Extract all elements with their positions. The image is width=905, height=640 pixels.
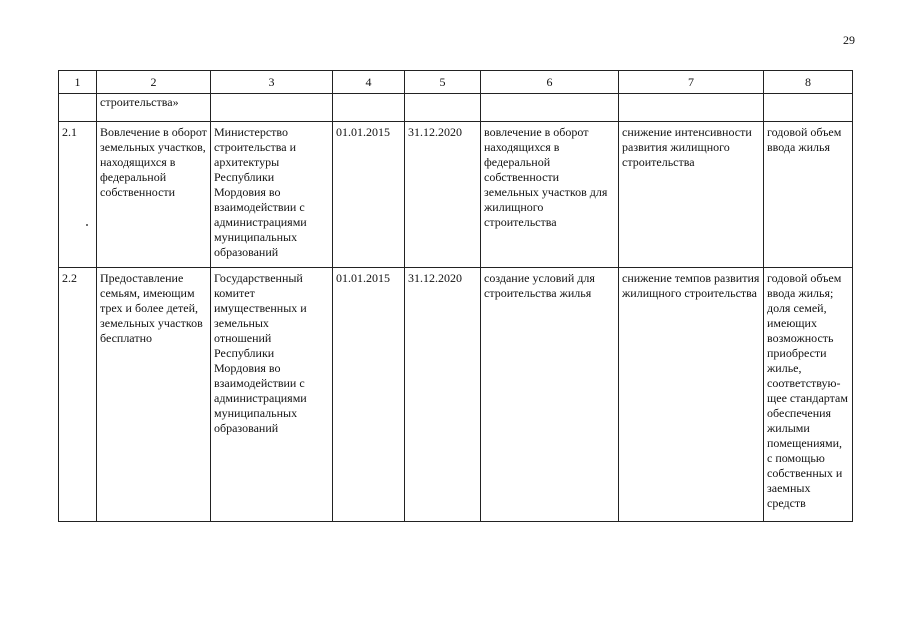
end-date-cell: 31.12.2020 (405, 268, 481, 522)
result-cell: создание условий для строительства жилья (481, 268, 619, 522)
row-number: 2.2 (59, 268, 97, 522)
header-col-2: 2 (97, 71, 211, 94)
cont-cell-5 (405, 94, 481, 122)
cont-cell-6 (481, 94, 619, 122)
header-col-4: 4 (333, 71, 405, 94)
cont-cell-1 (59, 94, 97, 122)
header-col-6: 6 (481, 71, 619, 94)
result-cell: вовлечение в оборот находящихся в федеральной собственности земельных участков для жилищного строительства (481, 122, 619, 268)
start-date-cell: 01.01.2015 (333, 122, 405, 268)
header-row (59, 71, 853, 94)
end-date-cell: 31.12.2020 (405, 122, 481, 268)
cont-cell-8 (764, 94, 853, 122)
row-number: 2.1 (59, 122, 97, 268)
cont-cell-2: строительства» (97, 94, 211, 122)
consequence-cell: снижение интенсивности развития жилищного строительства (619, 122, 764, 268)
cont-cell-4 (333, 94, 405, 122)
header-col-8: 8 (764, 71, 853, 94)
table-row (59, 122, 853, 268)
header-col-3: 3 (211, 71, 333, 94)
header-col-5: 5 (405, 71, 481, 94)
continuation-row (59, 94, 853, 122)
measure-cell: Предоставление семьям, имеющим трех и более детей, земельных участков бесплатно (97, 268, 211, 522)
measure-cell: Вовлечение в оборот земельных участков, находящихся в федеральной собственности (97, 122, 211, 268)
page-number: 29 (843, 33, 855, 47)
header-col-1: 1 (59, 71, 97, 94)
executor-cell: Министерство строительства и архитектуры Республики Мордовия во взаимодействии с администрациями муниципальных образований (211, 122, 333, 268)
scan-speck (86, 224, 88, 226)
start-date-cell: 01.01.2015 (333, 268, 405, 522)
consequence-cell: снижение темпов развития жилищного строительства (619, 268, 764, 522)
indicator-cell: годовой объем ввода жилья (764, 122, 853, 268)
table-row (59, 268, 853, 522)
cont-cell-7 (619, 94, 764, 122)
indicator-cell: годовой объем ввода жилья; доля семей, имеющих возможность приобрести жилье, соответствую-щее стандартам обеспечения жилыми помещениями, с помощью собственных и заемных средств (764, 268, 853, 522)
header-col-7: 7 (619, 71, 764, 94)
executor-cell: Государственный комитет имущественных и земельных отношений Республики Мордовия во взаимодействии с администрациями муниципальных образований (211, 268, 333, 522)
cont-cell-3 (211, 94, 333, 122)
measures-table (58, 70, 853, 522)
